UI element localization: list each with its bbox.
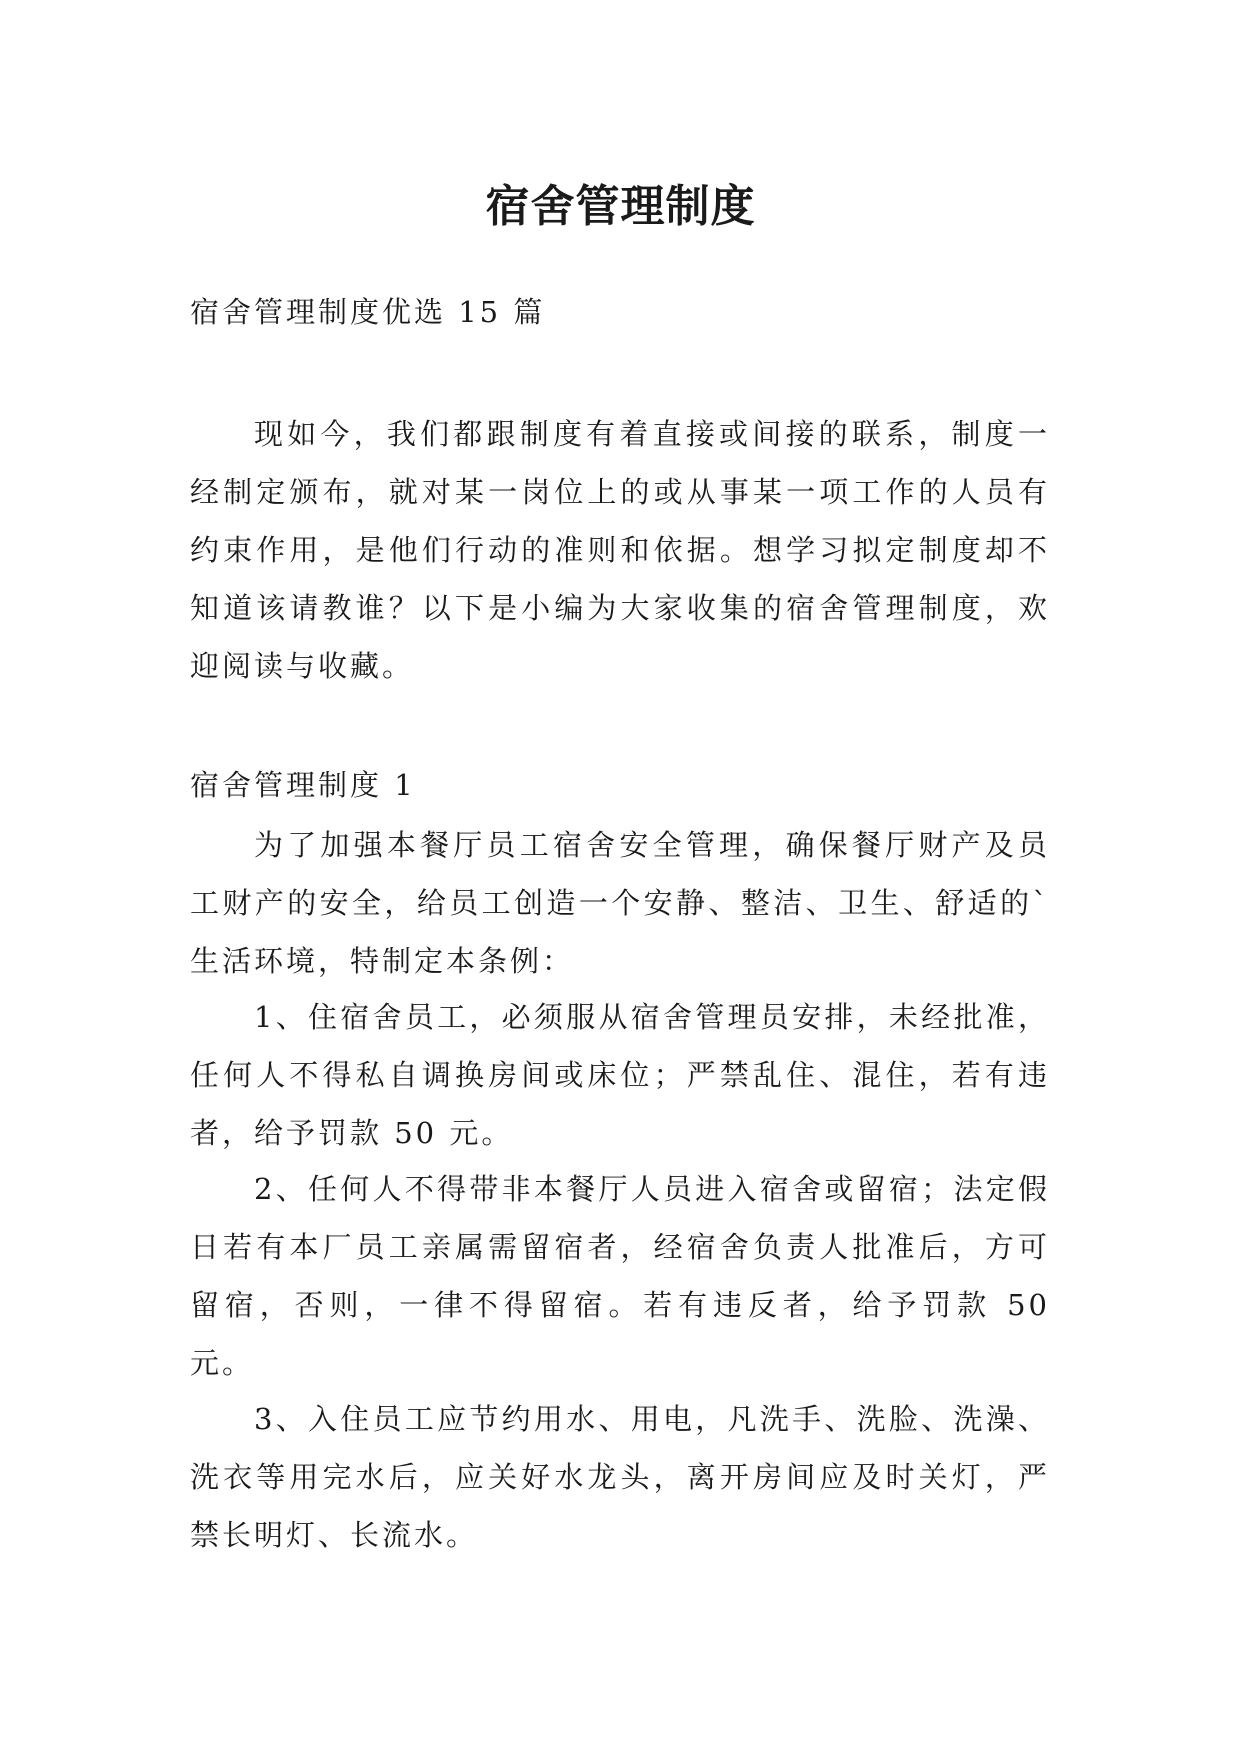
rule-paragraph-2: 2、任何人不得带非本餐厅人员进入宿舍或留宿；法定假日若有本厂员工亲属需留宿者，经宿舍负责人批准后，方可留宿，否则，一律不得留宿。若有违反者，给予罚款 50 元。: [190, 1172, 1050, 1380]
document-subtitle: 宿舍管理制度优选 15 篇: [190, 295, 546, 329]
section-intro-paragraph: 为了加强本餐厅员工宿舍安全管理，确保餐厅财产及员工财产的安全，给员工创造一个安静、整洁、卫生、舒适的`生活环境，特制定本条例：: [190, 828, 1050, 978]
rule-paragraph-1: 1、住宿舍员工，必须服从宿舍管理员安排，未经批准，任何人不得私自调换房间或床位；严禁乱住、混住，若有违者，给予罚款 50 元。: [190, 1000, 1050, 1150]
intro-paragraph: 现如今，我们都跟制度有着直接或间接的联系，制度一经制定颁布，就对某一岗位上的或从事某一项工作的人员有约束作用，是他们行动的准则和依据。想学习拟定制度却不知道该请教谁？以下是小编为大家收集的宿舍管理制度，欢迎阅读与收藏。: [190, 417, 1050, 683]
page-title: 宿舍管理制度: [485, 181, 756, 233]
rule-paragraph-3: 3、入住员工应节约用水、用电，凡洗手、洗脸、洗澡、洗衣等用完水后，应关好水龙头，离开房间应及时关灯，严禁长明灯、长流水。: [190, 1402, 1050, 1552]
section-heading: 宿舍管理制度 1: [190, 768, 416, 802]
